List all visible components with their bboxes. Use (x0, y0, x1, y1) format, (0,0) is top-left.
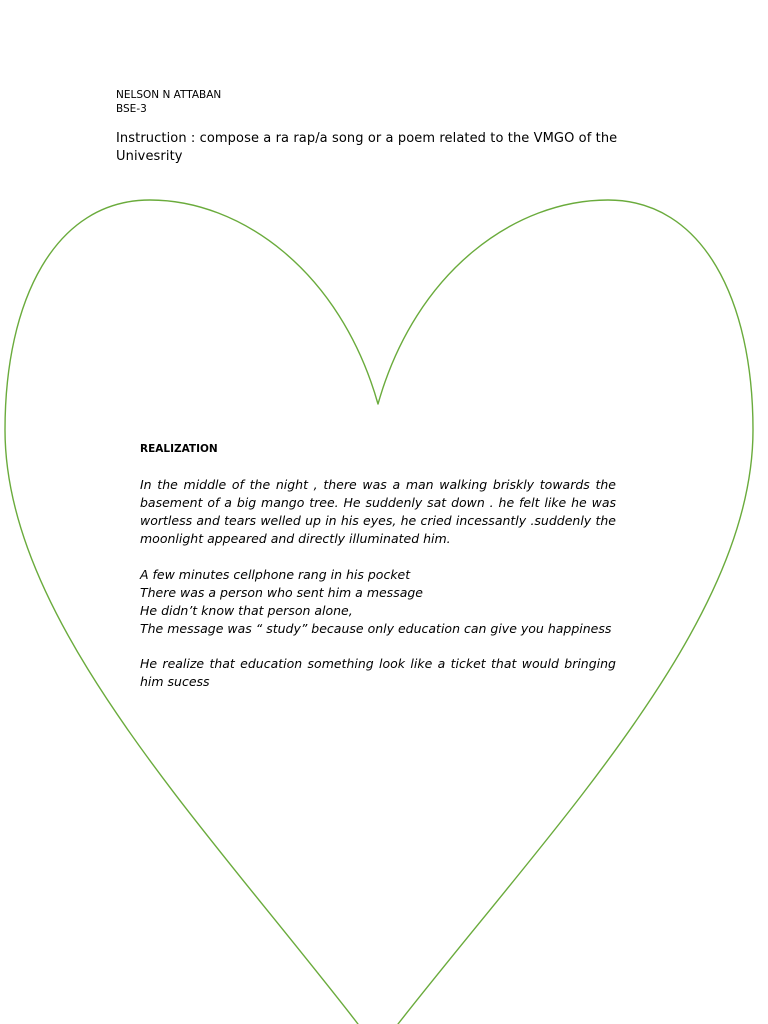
poem-line: He didn’t know that person alone, (140, 603, 353, 618)
poem-stanza-3: He realize that education something look like a ticket that would bringing him sucess (140, 656, 616, 689)
poem (140, 442, 616, 691)
poem-title: REALIZATION (140, 443, 218, 455)
poem-stanza-2 (140, 566, 616, 638)
poem-line: A few minutes cellphone rang in his pocket (140, 567, 411, 582)
author-name: NELSON N ATTABAN (116, 89, 222, 101)
poem-line: There was a person who sent him a message (140, 585, 423, 600)
poem-line: The message was “ study” because only education can give you happiness (140, 621, 612, 636)
section-label: BSE-3 (116, 103, 147, 115)
document-header (116, 88, 636, 166)
poem-stanza-1: In the middle of the night , there was a man walking briskly towards the basement of a big mango tree. He suddenly sat down . he felt like he was wortless and tears welled up in his eyes, he cried incessantly .suddenly the moonlight appeared and directly illuminated him. (140, 477, 616, 546)
instruction-text: Instruction : compose a ra rap/a song or a poem related to the VMGO of the Univesrity (116, 131, 618, 164)
